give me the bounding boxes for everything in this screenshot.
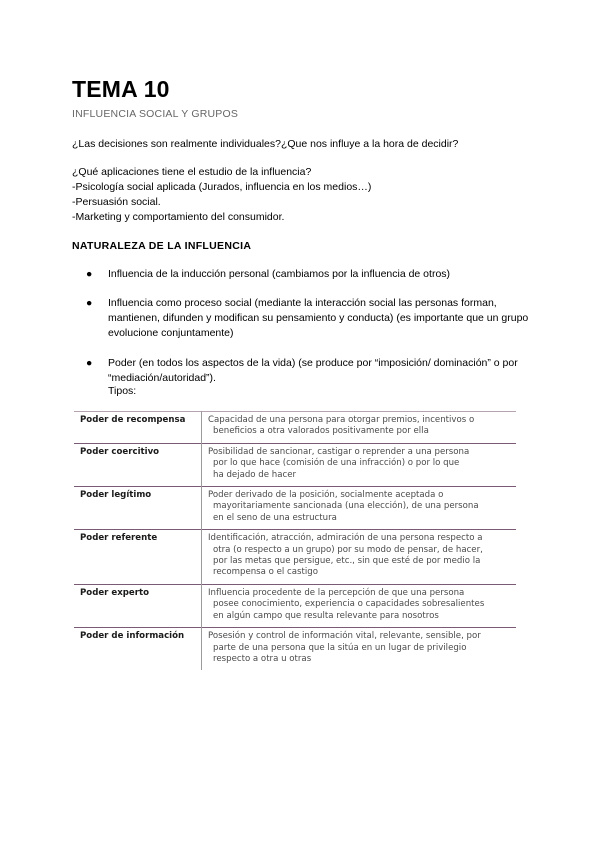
description-line: Influencia procedente de la percepción de que una persona [208, 587, 465, 598]
application-item: -Persuasión social. [72, 196, 161, 208]
description-line: en algún campo que resulta relevante para nosotros [213, 610, 439, 621]
power-types-table [74, 411, 516, 670]
power-type-cell: Poder de recompensa [74, 412, 202, 444]
power-type-cell: Poder experto [74, 584, 202, 627]
page-subtitle: INFLUENCIA SOCIAL Y GRUPOS [72, 108, 239, 120]
table-row [74, 628, 516, 671]
description-line: por las metas que persigue, etc., sin que esté de por medio la [213, 556, 481, 567]
description-line: Identificación, atracción, admiración de una persona respecto a [208, 533, 483, 544]
applications-heading: ¿Qué aplicaciones tiene el estudio de la influencia? [72, 166, 312, 178]
page-title: TEMA 10 [72, 76, 170, 102]
power-type-cell: Poder referente [74, 530, 202, 585]
description-line: recompensa o el castigo [213, 567, 318, 578]
description-line: mayoritariamente sancionada (una elección), de una persona [213, 501, 479, 512]
bullet-dot-icon: ● [86, 357, 93, 369]
table-row [74, 487, 516, 530]
power-type-cell: Poder legítimo [74, 487, 202, 530]
tipos-label: Tipos: [108, 385, 137, 397]
bullet-dot-icon: ● [86, 268, 93, 280]
table-row [74, 443, 516, 486]
application-item: -Marketing y comportamiento del consumidor. [72, 211, 285, 223]
description-line: respecto a otra u otras [213, 653, 312, 664]
description-line: Posibilidad de sancionar, castigar o reprender a una persona [208, 446, 470, 457]
description-line: Capacidad de una persona para otorgar premios, incentivos o [208, 415, 475, 425]
description-line: posee conocimiento, experiencia o capacidades sobresalientes [213, 599, 485, 610]
power-description-cell [202, 530, 517, 585]
power-description-cell [202, 584, 517, 627]
power-description-cell [202, 487, 517, 530]
power-description-cell [202, 443, 517, 486]
description-line: parte de una persona que la sitúa en un lugar de privilegio [213, 642, 467, 653]
description-line: beneficios a otra valorados positivamente por ella [213, 426, 429, 437]
description-line: Posesión y control de información vital, relevante, sensible, por [208, 631, 481, 642]
description-line: ha dejado de hacer [213, 469, 297, 480]
table-row [74, 584, 516, 627]
description-line: por lo que hace (comisión de una infracción) o por lo que [213, 458, 460, 469]
power-type-cell: Poder de información [74, 628, 202, 671]
application-item: -Psicología social aplicada (Jurados, influencia en los medios…) [72, 181, 372, 193]
power-description-cell [202, 412, 517, 444]
power-type-cell: Poder coercitivo [74, 443, 202, 486]
bullet-dot-icon: ● [86, 297, 93, 309]
description-line: otra (o respecto a un grupo) por su modo de pensar, de hacer, [213, 544, 483, 555]
power-description-cell [202, 628, 517, 671]
table-row [74, 412, 516, 444]
table-row [74, 530, 516, 585]
section-heading: NATURALEZA DE LA INFLUENCIA [72, 240, 252, 252]
description-line: Poder derivado de la posición, socialmente aceptada o [208, 490, 444, 501]
description-line: en el seno de una estructura [213, 512, 337, 523]
document-page: TEMA 10 INFLUENCIA SOCIAL Y GRUPOS ¿Las decisiones son realmente individuales?¿Que nos influye a la hora de decidir? ¿Qué aplicaciones tiene el estudio de la influencia? -Psicología social aplicada (Jurados, influencia en los medios…) -Persuasión social. -Marketing y comportamiento del consumidor. NATURALEZA DE LA INFLUENCIA ● Influencia de la inducción personal (cambiamos por la influencia de otros) ● Influencia como proceso social (mediante la interacción social las personas forman, mantienen, difunden y modifican su pensamiento y conducta) (es importante que un grupo evolucione conjuntamente) ● Poder (en todos los aspectos de la vida) (se produce por “imposición/ dominación” o por “mediación/autoridad”). Tipos: Poder de recompensa Capacidad de una persona para otorgar premios, incentivos o beneficios a otra valorados positivamente por ella Poder coercitivo Posibilidad de sancionar, castigar o reprender a una persona por lo que hace (comisión de una infracción) o por lo que ha dejado de hacer Poder legítimo Poder derivado de la posición, socialmente aceptada o mayoritariamente sancionada (una elección), de una persona en el seno de una estructura Poder referente Identificación, atracción, admiración de una persona respecto a otra (o respecto a un grupo) por su modo de pensar, de hacer, por las metas que persigue, etc., sin que esté de por medio la recompensa o el castigo Poder experto Influencia procedente de la percepción de que una persona posee conocimiento, experiencia o capacidades sobresalientes en algún campo que resulta relevante para nosotros Poder de información Posesión y control de información vital, relevante, sensible, por parte de una persona que la sitúa en un lugar de privilegio respecto a otra u otras [0, 0, 600, 848]
intro-question: ¿Las decisiones son realmente individuales?¿Que nos influye a la hora de decidir? [72, 138, 459, 150]
